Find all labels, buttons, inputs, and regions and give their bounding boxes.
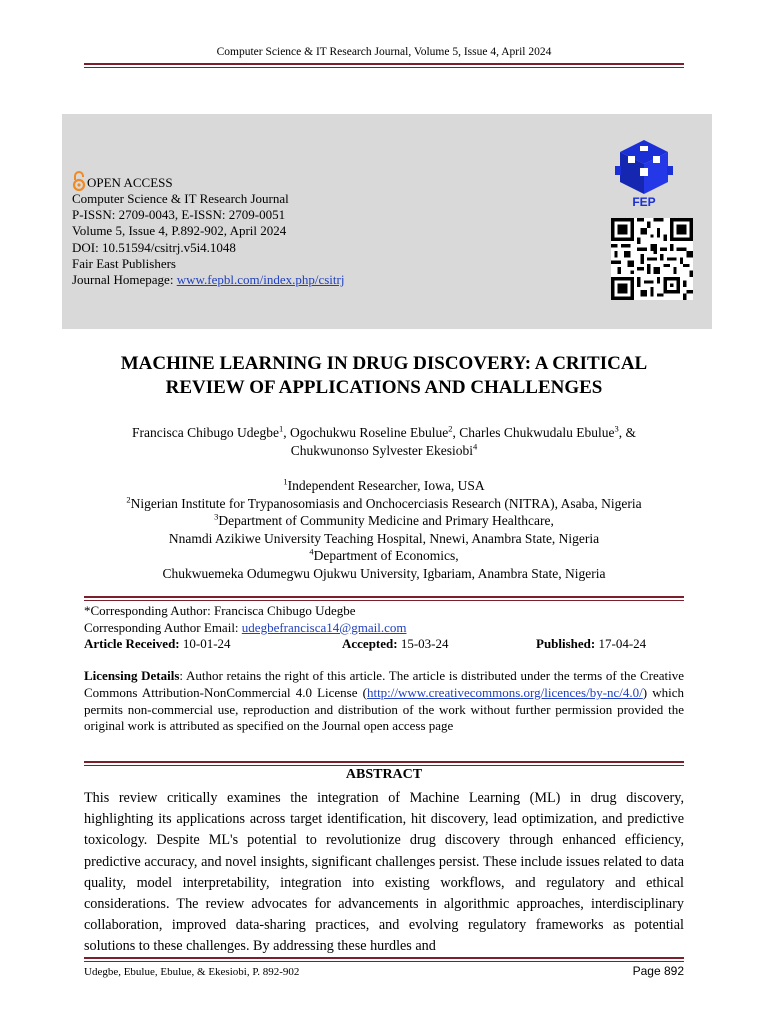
journal-homepage	[72, 272, 344, 288]
author-sup: 1	[278, 423, 284, 434]
affiliation-line	[0, 512, 768, 530]
affiliation-sup: 3	[214, 511, 219, 522]
author-name: Ogochukwu Roseline Ebulue	[289, 425, 449, 440]
open-access-row	[72, 171, 344, 191]
affiliation-line	[0, 530, 768, 548]
author-sup: 2	[448, 423, 453, 434]
author-name: Francisca Chibugo Udegbe	[132, 425, 279, 440]
affiliation-text: Independent Researcher, Iowa, USA	[287, 478, 485, 493]
received-value: 10-01-24	[179, 636, 231, 651]
affiliation-text: Nnamdi Azikiwe University Teaching Hospital, Nnewi, Anambra State, Nigeria	[168, 530, 600, 546]
journal-issn: P-ISSN: 2709-0043, E-ISSN: 2709-0051	[72, 207, 286, 223]
journal-info-box	[62, 114, 712, 329]
author-name: Chukwunonso Sylvester Ekesiobi	[290, 442, 473, 458]
license-label: Licensing Details	[84, 668, 180, 683]
published-value: 17-04-24	[595, 636, 647, 651]
qr-code-icon	[611, 218, 693, 300]
publisher-name: Fair East Publishers	[72, 255, 176, 271]
licensing-details	[84, 668, 684, 735]
footer-rule-thick	[84, 957, 684, 959]
title-line-2: REVIEW OF APPLICATIONS AND CHALLENGES	[165, 377, 603, 398]
corresponding-email-row	[84, 620, 684, 637]
fep-logo-icon	[614, 138, 674, 208]
journal-info-text	[72, 171, 344, 288]
affiliation-text: Department of Economics,	[313, 548, 459, 563]
affiliation-text: Chukwuemeka Odumegwu Ojukwu University, Igbariam, Anambra State, Nigeria	[162, 565, 606, 581]
received-date	[84, 636, 231, 652]
license-text-2: ) which permits non-commercial use, reproduction and distribution of the work without further permission provided the original work is attributed as specified on the Journal open access page	[84, 684, 684, 734]
affiliation-sup: 1	[283, 476, 288, 487]
journal-volume: Volume 5, Issue 4, P.892-902, April 2024	[72, 223, 287, 239]
affiliation-rule-thick	[84, 596, 684, 598]
article-dates	[84, 636, 684, 653]
author-line-2	[0, 442, 768, 460]
accepted-label: Accepted:	[342, 636, 398, 651]
accepted-value: 15-03-24	[397, 636, 449, 651]
open-access-label: OPEN ACCESS	[87, 174, 173, 190]
article-title	[0, 352, 768, 400]
published-label: Published:	[536, 636, 596, 651]
author-list	[0, 424, 768, 459]
corresponding-author: *Corresponding Author: Francisca Chibugo Udegbe	[84, 603, 356, 618]
received-label: Article Received:	[84, 636, 180, 651]
author-sep: ,	[452, 425, 460, 440]
journal-name: Computer Science & IT Research Journal	[72, 191, 289, 206]
published-date	[536, 636, 646, 652]
abstract-rule-thick	[84, 761, 684, 763]
affiliation-text: Nigerian Institute for Trypanosomiasis and Onchocerciasis Research (NITRA), Asaba, Nigeria	[130, 495, 642, 511]
open-access-lock-icon	[72, 171, 86, 191]
accepted-date	[342, 636, 449, 652]
author-sep: ,	[283, 425, 290, 440]
corresponding-author-block	[84, 603, 684, 636]
affiliation-line	[0, 565, 768, 583]
affiliation-rule-thin	[84, 600, 684, 601]
affiliation-line	[0, 495, 768, 513]
license-text-1: : Author retains the right of this article. The article is distributed under the terms of the Creative Commons Attribution-NonCommercial 4.0 License (	[84, 668, 684, 700]
author-sep: , &	[618, 425, 636, 440]
email-label: Corresponding Author Email:	[84, 619, 242, 635]
affiliation-text: Department of Community Medicine and Primary Healthcare,	[218, 513, 554, 528]
homepage-label: Journal Homepage:	[72, 272, 177, 288]
footer-citation: Udegbe, Ebulue, Ebulue, & Ekesiobi, P. 892-902	[84, 966, 300, 978]
affiliation-line	[0, 547, 768, 565]
abstract-rule-thin	[84, 765, 684, 766]
affiliation-sup: 2	[126, 494, 131, 504]
homepage-link[interactable]: www.fepbl.com/index.php/csitrj	[176, 272, 345, 288]
affiliation-line	[0, 477, 768, 495]
abstract-heading: ABSTRACT	[345, 767, 423, 782]
page-number: Page 892	[632, 964, 684, 978]
author-sup: 4	[473, 441, 478, 451]
affiliation-list	[0, 477, 768, 582]
article-doi: DOI: 10.51594/csitrj.v5i4.1048	[72, 239, 236, 255]
title-line-1: MACHINE LEARNING IN DRUG DISCOVERY: A CRITICAL	[120, 353, 648, 374]
affiliation-sup: 4	[309, 546, 314, 557]
email-link[interactable]: udegbefrancisca14@gmail.com	[241, 619, 407, 635]
license-link[interactable]: http://www.creativecommons.org/licences/by-nc/4.0/	[366, 684, 643, 700]
header-rule-thin	[84, 67, 684, 68]
footer-rule-thin	[84, 961, 684, 962]
header-rule-thick	[84, 63, 684, 65]
author-sup: 3	[614, 423, 619, 434]
author-name: Charles Chukwudalu Ebulue	[459, 425, 615, 440]
abstract-text: This review critically examines the integration of Machine Learning (ML) in drug discovery, highlighting its applications across target identification, hit discovery, lead optimization, and predictive toxicology. Despite ML's potential to revolutionize drug discovery through enhanced efficiency, predictive accuracy, and novel insights, significant challenges persist. These include issues related to data quality, model interpretability, integration into existing workflows, and regulatory and ethical considerations. The review advocates for advancements in algorithmic approaches, interdisciplinary collaboration, improved data-sharing practices, and evolving regulatory frameworks as potential solutions to these challenges. By addressing these hurdles and	[84, 790, 684, 955]
fep-logo-text: FEP	[632, 195, 656, 208]
running-head: Computer Science & IT Research Journal, Volume 5, Issue 4, April 2024	[216, 46, 552, 58]
author-line-1	[0, 424, 768, 442]
